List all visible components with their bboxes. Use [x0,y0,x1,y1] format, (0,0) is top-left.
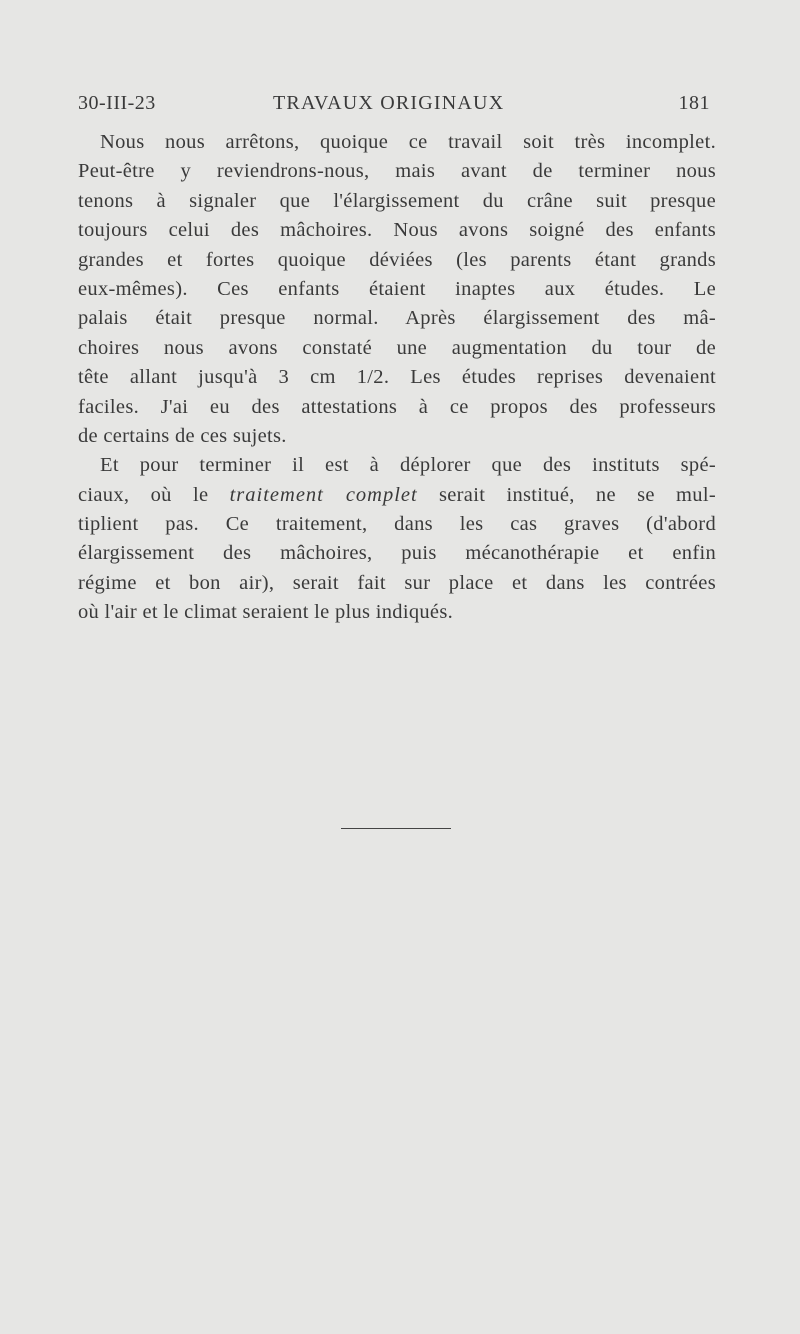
text-line: palais était presque normal. Après élargissement des mâ- [78,307,716,330]
text-fragment: ciaux, où le [78,483,209,506]
text-line: Nous nous arrêtons, quoique ce travail soit très incomplet. [100,131,716,153]
text-line-with-italic [78,481,716,510]
body-text [78,128,716,628]
text-line: choires nous avons constaté une augmentation du tour de [78,336,716,359]
section-title: TRAVAUX ORIGINAUX [273,92,505,114]
text-line: toujours celui des mâchoires. Nous avons soigné des enfants [78,219,716,242]
text-line: où l'air et le climat seraient le plus indiqués. [78,601,454,624]
issue-date: 30-III-23 [78,92,156,114]
text-line: faciles. J'ai eu des attestations à ce propos des professeurs [78,395,716,418]
italic-term: traitement complet [229,483,418,506]
text-line: de certains de ces sujets. [78,424,287,447]
page-number: 181 [678,92,710,114]
text-line: élargissement des mâchoires, puis mécanothérapie et enfin [78,542,716,565]
text-line: tête allant jusqu'à 3 cm 1/2. Les études reprises devenaient [78,366,716,389]
text-line: tiplient pas. Ce traitement, dans les cas graves (d'abord [78,513,716,536]
text-fragment: serait institué, ne se mul- [439,483,716,506]
text-line: Peut-être y reviendrons-nous, mais avant de terminer nous [78,160,716,183]
running-head [78,92,710,120]
text-line: eux-mêmes). Ces enfants étaient inaptes aux études. Le [78,277,716,300]
text-line: régime et bon air), serait fait sur place et dans les contrées [78,571,716,594]
text-line: grandes et fortes quoique déviées (les parents étant grands [78,248,716,271]
text-line: tenons à signaler que l'élargissement du crâne suit presque [78,189,716,212]
text-line: Et pour terminer il est à déplorer que des instituts spé- [100,454,716,477]
end-rule [341,828,451,829]
